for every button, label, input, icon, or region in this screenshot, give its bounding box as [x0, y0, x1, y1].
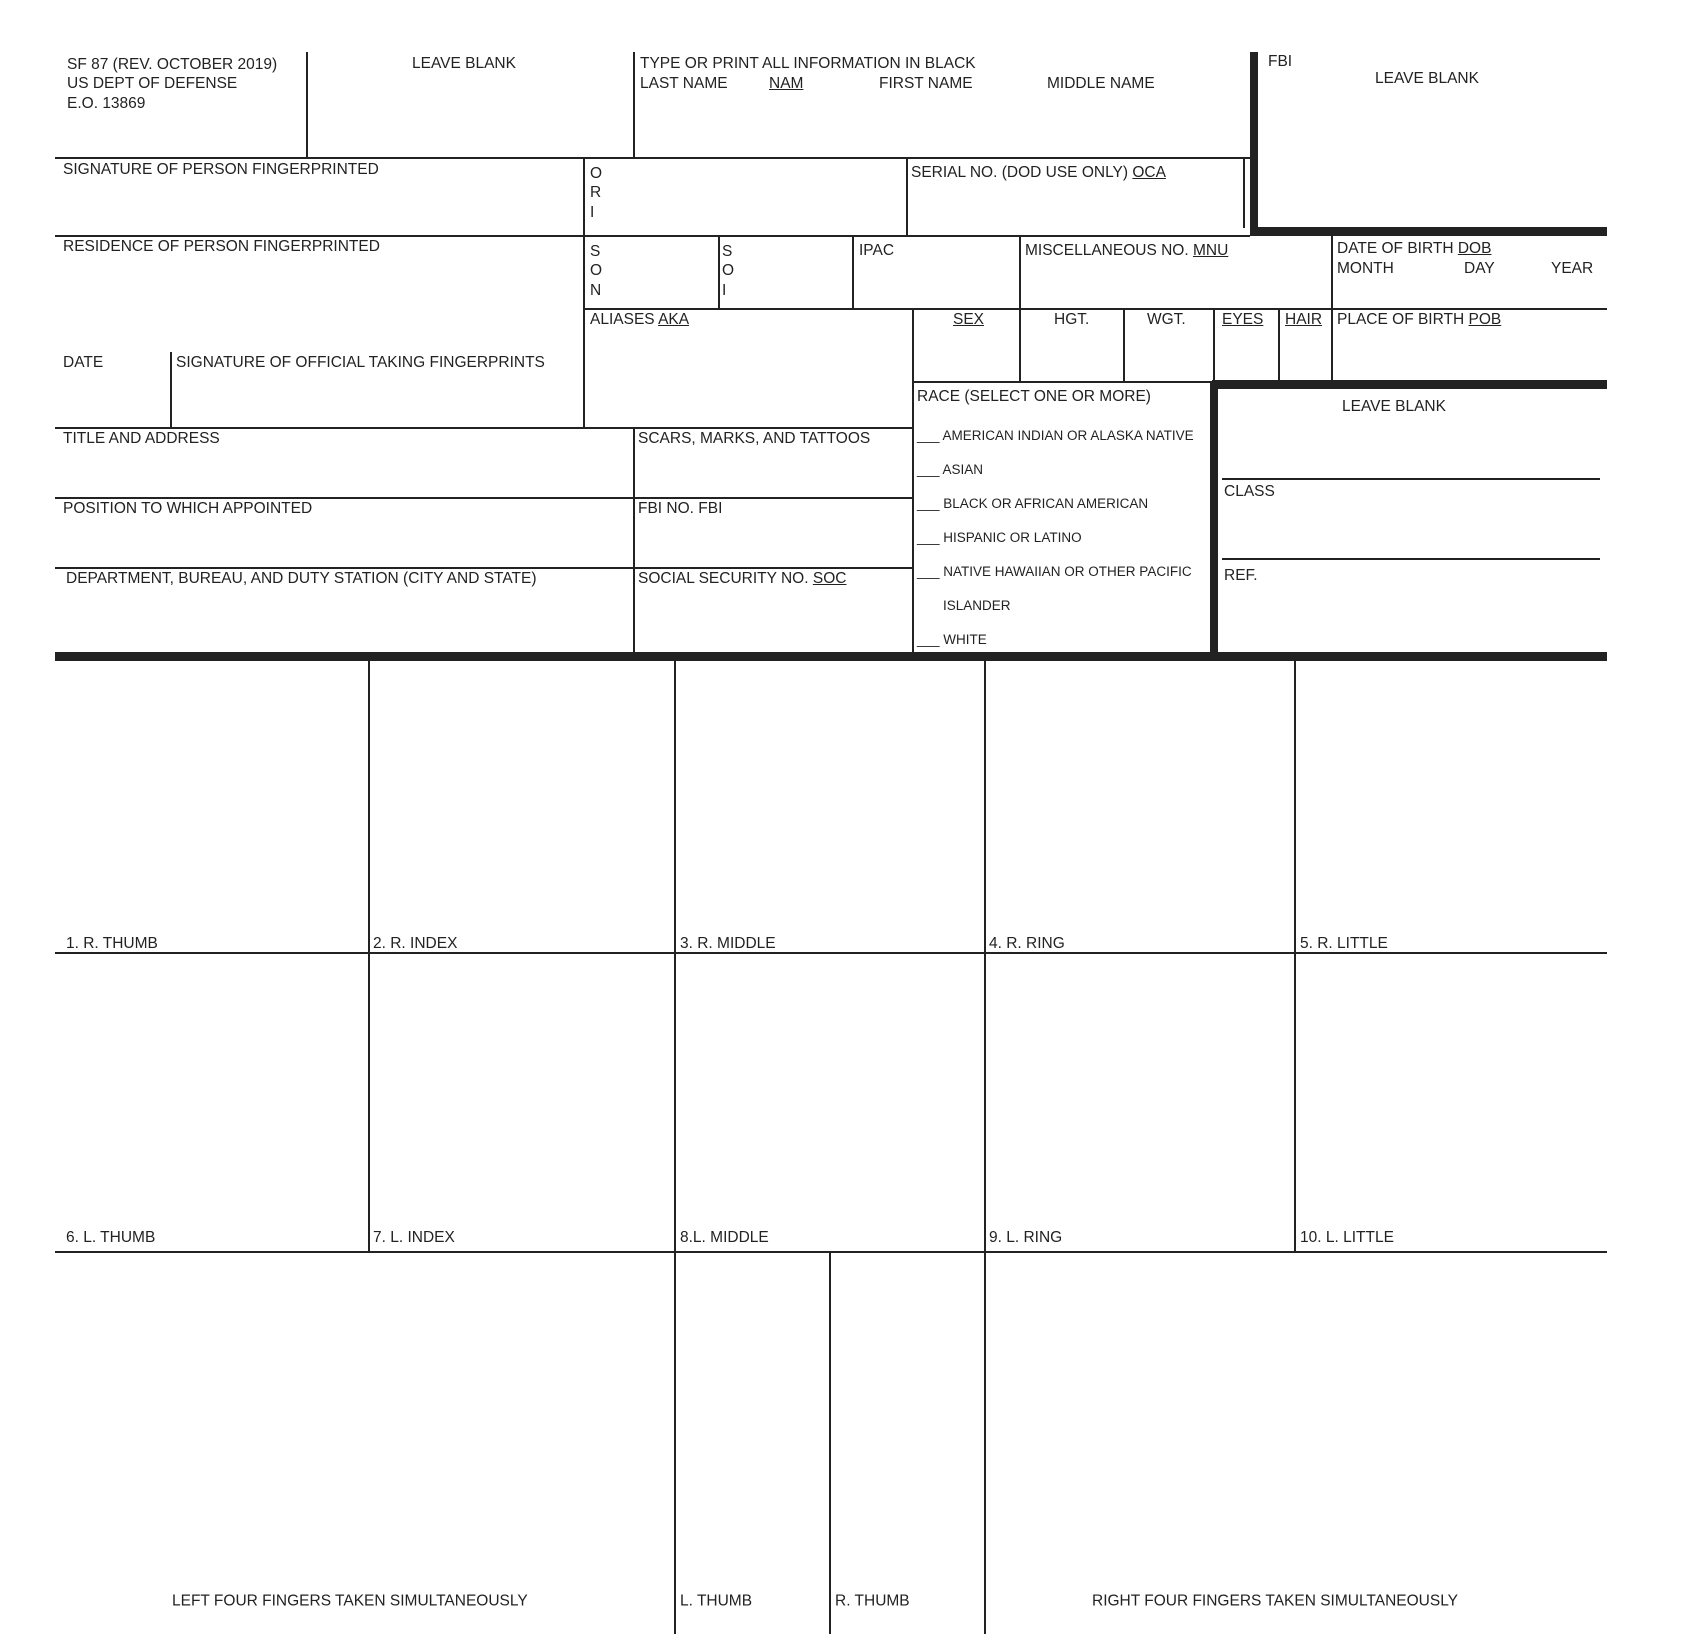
fingerprint-box-r-thumb-plain[interactable] — [832, 1256, 981, 1606]
divider — [906, 158, 908, 236]
divider — [1019, 309, 1021, 382]
soi-letter: I — [722, 281, 727, 299]
fingerprint-box-right-four[interactable] — [987, 1256, 1605, 1606]
divider — [1294, 661, 1296, 1252]
fingerprint-box-r-thumb[interactable] — [57, 663, 365, 950]
divider — [829, 1252, 831, 1634]
sex-field[interactable] — [917, 332, 1015, 378]
race-checkbox[interactable]: ___ — [917, 564, 940, 579]
divider — [1222, 478, 1600, 480]
ssn-label — [638, 570, 846, 589]
fingerprint-box-r-little[interactable] — [1297, 663, 1605, 950]
race-option-label: AMERICAN INDIAN OR ALASKA NATIVE — [942, 428, 1194, 443]
dob-field[interactable] — [1337, 280, 1602, 306]
date-label: DATE — [63, 354, 104, 371]
finger-label: 6. L. THUMB — [66, 1229, 156, 1246]
fingerprint-box-left-four[interactable] — [57, 1256, 671, 1606]
divider — [1250, 52, 1258, 228]
son-letter: O — [590, 262, 603, 280]
divider — [55, 497, 912, 499]
finger-label: 9. L. RING — [989, 1229, 1063, 1246]
nam-code: NAM — [769, 75, 804, 92]
title-address-label: TITLE AND ADDRESS — [63, 430, 220, 447]
ref-label: REF. — [1224, 567, 1258, 584]
divider — [583, 308, 1607, 310]
residence-field[interactable] — [63, 260, 578, 348]
ipac-label: IPAC — [859, 242, 895, 259]
race-checkbox[interactable]: ___ — [917, 496, 940, 511]
divider — [1213, 309, 1215, 382]
leave-blank-label: LEAVE BLANK — [1342, 398, 1446, 415]
race-option-label: ASIAN — [942, 462, 984, 477]
hgt-label: HGT. — [1054, 311, 1090, 328]
finger-label: 2. R. INDEX — [373, 935, 458, 952]
divider — [55, 427, 912, 429]
dob-year-label: YEAR — [1551, 260, 1594, 277]
race-option-label: WHITE — [943, 632, 987, 647]
divider — [1278, 309, 1280, 382]
fingerprint-box-l-little[interactable] — [1297, 956, 1605, 1248]
position-field[interactable] — [63, 521, 628, 564]
ori-letter: R — [590, 184, 602, 202]
divider — [55, 567, 912, 569]
wgt-field[interactable] — [1128, 332, 1210, 378]
fingerprint-box-l-index[interactable] — [371, 956, 671, 1248]
ori-letter: I — [590, 203, 595, 221]
divider — [912, 309, 914, 652]
dob-label — [1337, 240, 1491, 259]
race-option[interactable] — [917, 530, 1082, 546]
fingerprint-box-l-ring[interactable] — [987, 956, 1291, 1248]
right-four-label: RIGHT FOUR FINGERS TAKEN SIMULTANEOUSLY — [1092, 1592, 1459, 1610]
residence-label: RESIDENCE OF PERSON FINGERPRINTED — [63, 238, 380, 255]
dob-day-label: DAY — [1464, 260, 1495, 277]
leave-blank-label: LEAVE BLANK — [1375, 70, 1479, 87]
son-label — [590, 242, 602, 300]
race-title: RACE (SELECT ONE OR MORE) — [917, 388, 1151, 405]
soi-letter: O — [722, 262, 735, 280]
dob-text: DATE OF BIRTH — [1337, 240, 1454, 257]
divider — [852, 236, 854, 309]
divider — [55, 652, 1607, 661]
type-instruction: TYPE OR PRINT ALL INFORMATION IN BLACK — [640, 55, 976, 72]
divider — [170, 352, 172, 428]
divider — [1243, 158, 1245, 228]
form-identifier — [67, 55, 277, 113]
race-option[interactable] — [917, 428, 1194, 444]
divider — [1123, 309, 1125, 382]
misc-no-field[interactable] — [1025, 262, 1325, 306]
soi-letter: S — [722, 243, 733, 260]
title-address-field[interactable] — [63, 451, 628, 494]
hgt-field[interactable] — [1024, 332, 1120, 378]
serial-no-label — [911, 164, 1166, 183]
first-name-label: FIRST NAME — [879, 75, 973, 92]
position-label: POSITION TO WHICH APPOINTED — [63, 500, 313, 517]
serial-no-text: SERIAL NO. (DOD USE ONLY) — [911, 164, 1129, 181]
race-option[interactable] — [917, 462, 983, 478]
sex-label: SEX — [953, 311, 985, 328]
divider — [1212, 380, 1607, 389]
divider — [368, 661, 370, 1252]
oca-code: OCA — [1132, 164, 1166, 181]
race-checkbox[interactable]: ___ — [917, 632, 940, 647]
misc-no-text: MISCELLANEOUS NO. — [1025, 242, 1189, 259]
fbi-no-label — [638, 500, 722, 519]
leave-blank-label: LEAVE BLANK — [412, 55, 516, 72]
finger-label: 1. R. THUMB — [66, 935, 158, 952]
department-label: DEPARTMENT, BUREAU, AND DUTY STATION (CITY AND STATE) — [66, 570, 537, 587]
dob-code: DOB — [1457, 240, 1492, 257]
soi-label — [722, 242, 734, 300]
fingerprint-box-r-middle[interactable] — [677, 663, 981, 950]
mnu-code: MNU — [1192, 242, 1229, 259]
ori-label — [590, 164, 602, 222]
race-checkbox[interactable]: ___ — [917, 530, 940, 545]
race-option-label: BLACK OR AFRICAN AMERICAN — [943, 496, 1149, 511]
executive-order: E.O. 13869 — [67, 94, 146, 112]
middle-name-label: MIDDLE NAME — [1047, 75, 1155, 92]
class-label: CLASS — [1224, 483, 1275, 500]
fbi-corner-label: FBI — [1268, 53, 1293, 70]
divider — [1210, 381, 1218, 652]
misc-no-label — [1025, 242, 1228, 261]
fbi-no-text: FBI NO. — [638, 500, 694, 517]
fingerprint-box-r-index[interactable] — [371, 663, 671, 950]
department-field[interactable] — [63, 591, 628, 649]
finger-label: 7. L. INDEX — [373, 1229, 455, 1246]
finger-label: 3. R. MIDDLE — [680, 935, 776, 952]
fbi-code: FBI — [698, 500, 723, 517]
ssn-text: SOCIAL SECURITY NO. — [638, 570, 809, 587]
ssn-field[interactable] — [638, 591, 908, 649]
pob-field[interactable] — [1337, 332, 1602, 378]
soc-code: SOC — [812, 570, 847, 587]
last-name-label: LAST NAME — [640, 75, 728, 92]
divider — [912, 381, 1212, 383]
ipac-field[interactable] — [859, 262, 1014, 306]
eyes-label: EYES — [1222, 311, 1264, 328]
signature-person-field[interactable] — [63, 182, 578, 232]
finger-label: 8.L. MIDDLE — [680, 1229, 769, 1246]
race-option-label: NATIVE HAWAIIAN OR OTHER PACIFIC — [943, 564, 1192, 579]
race-option[interactable] — [917, 632, 987, 648]
pob-label — [1337, 311, 1501, 330]
fingerprint-box-l-thumb[interactable] — [57, 956, 365, 1248]
divider — [1019, 236, 1021, 309]
divider — [984, 661, 986, 1634]
divider — [55, 1251, 1607, 1253]
l-thumb-label: L. THUMB — [680, 1592, 753, 1610]
hair-field[interactable] — [1283, 332, 1328, 378]
son-field[interactable] — [605, 240, 715, 306]
finger-label: 10. L. LITTLE — [1300, 1229, 1394, 1246]
scars-field[interactable] — [638, 451, 908, 494]
divider — [633, 52, 635, 158]
divider — [583, 158, 585, 428]
wgt-label: WGT. — [1147, 311, 1186, 328]
fingerprint-box-l-thumb-plain[interactable] — [677, 1256, 826, 1606]
race-option-label: HISPANIC OR LATINO — [943, 530, 1082, 545]
divider — [674, 661, 676, 1634]
divider — [633, 428, 635, 652]
son-letter: S — [590, 243, 601, 260]
pob-code: POB — [1468, 311, 1502, 328]
department-name: US DEPT OF DEFENSE — [67, 75, 238, 93]
date-field[interactable] — [63, 375, 165, 425]
divider — [1250, 227, 1607, 236]
divider — [55, 157, 1250, 159]
divider — [718, 236, 720, 309]
aliases-label — [590, 311, 689, 330]
soi-field[interactable] — [737, 240, 847, 306]
race-option[interactable] — [917, 496, 1148, 512]
divider — [55, 235, 1250, 237]
signature-official-label: SIGNATURE OF OFFICIAL TAKING FINGERPRINTS — [176, 354, 545, 371]
divider — [1222, 558, 1600, 560]
aliases-field[interactable] — [590, 332, 908, 424]
signature-official-field[interactable] — [176, 375, 578, 425]
left-four-label: LEFT FOUR FINGERS TAKEN SIMULTANEOUSLY — [172, 1592, 528, 1610]
fingerprint-box-r-ring[interactable] — [987, 663, 1291, 950]
r-thumb-label: R. THUMB — [835, 1592, 910, 1610]
race-option-continuation: ISLANDER — [943, 598, 1011, 613]
aliases-text: ALIASES — [590, 311, 655, 328]
fingerprint-box-l-middle[interactable] — [677, 956, 981, 1248]
form-id: SF 87 (REV. OCTOBER 2019) — [67, 56, 278, 73]
finger-label: 5. R. LITTLE — [1300, 935, 1388, 952]
ori-letter: O — [590, 165, 603, 182]
pob-text: PLACE OF BIRTH — [1337, 311, 1465, 328]
scars-label: SCARS, MARKS, AND TATTOOS — [638, 430, 871, 447]
ori-field[interactable] — [605, 160, 903, 232]
hair-label: HAIR — [1285, 311, 1323, 328]
son-letter: N — [590, 281, 602, 299]
eyes-field[interactable] — [1218, 332, 1275, 378]
fbi-no-field[interactable] — [638, 521, 908, 564]
finger-label: 4. R. RING — [989, 935, 1065, 952]
race-option[interactable] — [917, 564, 1192, 580]
signature-person-label: SIGNATURE OF PERSON FINGERPRINTED — [63, 161, 379, 178]
race-checkbox[interactable]: ___ — [917, 462, 940, 477]
aka-code: AKA — [658, 311, 690, 328]
serial-no-field[interactable] — [911, 186, 1239, 232]
race-checkbox[interactable]: ___ — [917, 428, 940, 443]
divider — [306, 52, 308, 158]
name-field[interactable] — [640, 96, 1245, 154]
dob-month-label: MONTH — [1337, 260, 1394, 277]
